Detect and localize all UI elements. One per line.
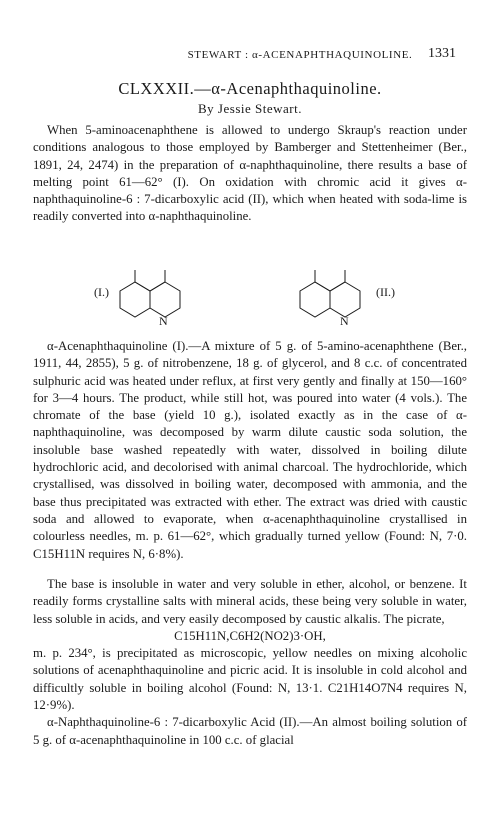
properties-continuation: m. p. 234°, is precipitated as microscopic, yellow needles on mixing alcoholic solutions of acenaphthaquinoline and picric acid. It is insoluble in cold alcohol and difficultly soluble in boiling alcohol (Found: N, 13·1. C21H14O7N4 requires N, 12·9%). xyxy=(33,646,467,713)
structure-i xyxy=(120,270,180,317)
page-number: 1331 xyxy=(428,46,456,61)
structure-i-nitrogen: N xyxy=(159,314,168,328)
structure-ii-nitrogen: N xyxy=(340,314,349,328)
author-line: By Jessie Stewart. xyxy=(198,101,302,116)
structure-i-label: (I.) xyxy=(94,285,109,299)
properties-section xyxy=(33,576,467,749)
structure-ii xyxy=(300,270,360,317)
acid-paragraph: α-Naphthaquinoline-6 : 7-dicarboxylic Acid (II).—An almost boiling solution of 5 g. of α-acenaphthaquinoline in 100 c.c. of glacial xyxy=(33,715,467,747)
picrate-formula: C15H11N,C6H2(NO2)3·OH, xyxy=(174,628,326,643)
running-head: STEWART : α-ACENAPHTHAQUINOLINE. xyxy=(187,49,413,61)
structure-ii-label: (II.) xyxy=(376,285,395,299)
experimental-paragraph: α-Acenaphthaquinoline (I).—A mixture of 5 g. of 5-amino-acenaphthene (Ber., 1911, 44, 2855), 5 g. of nitrobenzene, 18 g. of glycerol, and 8 c.c. of concentrated sulphuric acid was heated under reflux, at first very gently and finally at 150—160° for 3—4 hours. The product, while still hot, was poured into water (4 vols.). The chromate of the base (yield 10 g.), isolated exactly as in the case of α-naphthaquinoline, was decomposed by warm dilute caustic soda solution, the insoluble base washed repeatedly with water, dissolved in boiling dilute hydrochloric acid, and decolorised with animal charcoal. The hydrochloride, which crystallised, was dissolved in boiling water, decomposed with ammonia, and the base thus precipitated was extracted with ether. The extract was dried with caustic soda and allowed to evaporate, when α-acenaphthaquinoline crystallised in colourless needles, m. p. 61—62°, which gradually turned yellow (Found: N, 7·0. C15H11N requires N, 6·8%). xyxy=(33,339,467,561)
properties-paragraph: The base is insoluble in water and very soluble in ether, alcohol, or benzene. It readily forms crystalline salts with mineral acids, these being very soluble in water, less soluble in acids, and very easily decomposed by caustic alkalis. The picrate, xyxy=(33,577,467,626)
intro-paragraph: When 5-aminoacenaphthene is allowed to undergo Skraup's reaction under conditions analogous to those employed by Bamberger and Stettenheimer (Ber., 1891, 24, 2474) in the preparation of α-naphthaquinoline, there results a base of melting point 61—62° (I). On oxidation with chromic acid it gives α-naphthaquinoline-6 : 7-dicarboxylic acid (II), which when heated with soda-lime is readily converted into α-naphthaquinoline. xyxy=(33,123,467,224)
article-title: CLXXXII.—α-Acenaphthaquinoline. xyxy=(118,79,382,98)
structural-formulae xyxy=(0,270,500,340)
